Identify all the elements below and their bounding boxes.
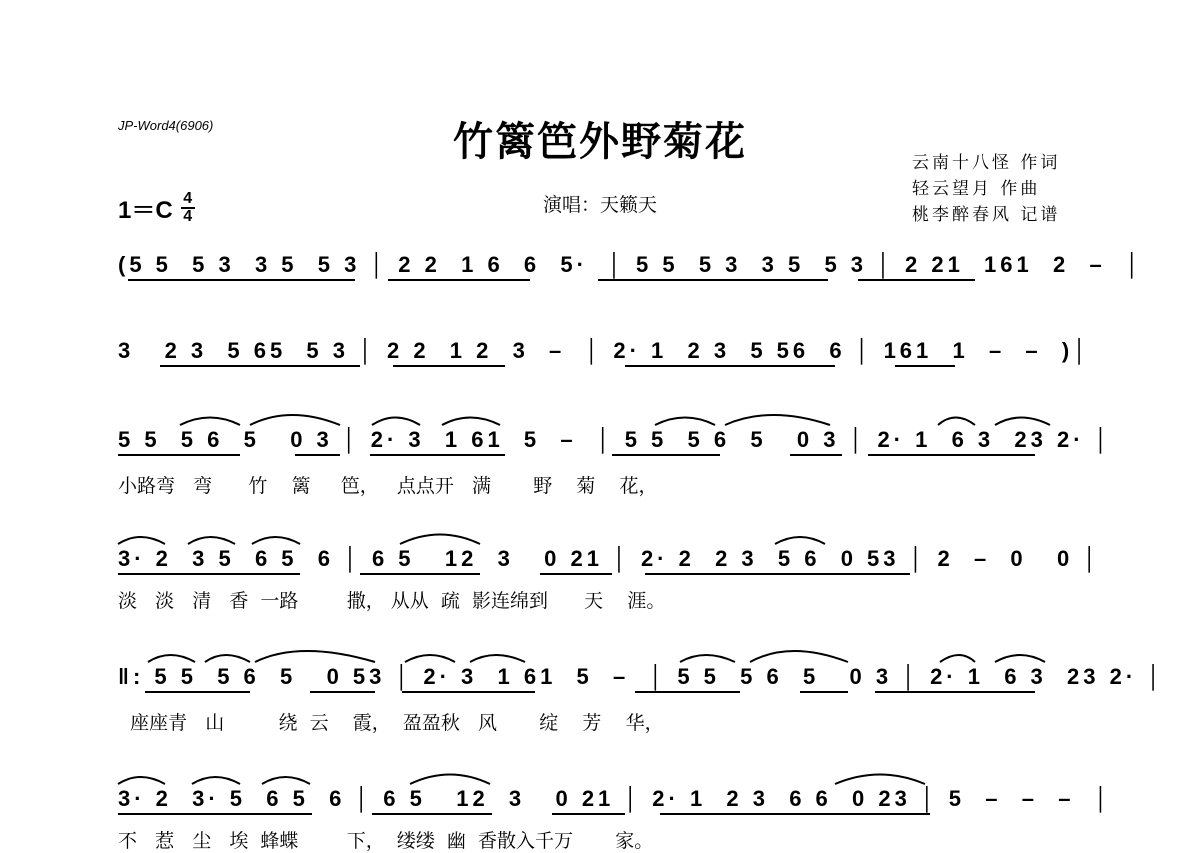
score-line-1: (5 5 5 3 3 5 5 3 │ 2 2 1 6 6 5· │ 5 5 5 3 3 5 5 3 │ 2 21 161 2 – │ [118, 252, 1144, 277]
lyricist: 云南十八怪 作词 [912, 153, 1061, 173]
lyric-line-4: 淡 淡 清 香 一路 撒， 从从 疏 影连绵到 天 涯。 [118, 590, 666, 612]
software-version: JP-Word4(6906) [118, 118, 214, 133]
lyric-line-3: 小路弯 弯 竹 篱 笆， 点点开 满 野 菊 花， [118, 475, 658, 497]
score-line-5: ‖: 5 5 5 6 5 0 53 │ 2· 3 1 61 5 – │ 5 5 5 6 5 0 3 │ 2· 1 6 3 23 2· │ [118, 664, 1166, 689]
time-bottom: 4 [183, 207, 193, 225]
lyric-line-5: 座座青 山 绕 云 霞， 盈盈秋 风 绽 芳 华， [118, 712, 664, 734]
lyric-line-6: 不 惹 尘 埃 蜂蝶 下， 缕缕 幽 香散入千万 家。 [118, 830, 654, 852]
transcriber: 桃李醉春风 记谱 [912, 205, 1061, 225]
score-line-2: 3 2 3 5 65 5 3 │ 2 2 1 2 3 – │ 2· 1 2 3 5 56 6 │ 161 1 – – )│ [118, 338, 1091, 363]
score-line-3: 5 5 5 6 5 0 3 │ 2· 3 1 61 5 – │ 5 5 5 6 5 0 3 │ 2· 1 6 3 23 2· │ [118, 427, 1113, 452]
composer: 轻云望月 作曲 [912, 179, 1041, 199]
score-line-4: 3· 2 3 5 6 5 6 │ 6 5 12 3 0 21 │ 2· 2 2 3 5 6 0 53 │ 2 – 0 0 │ [118, 546, 1102, 571]
score-line-6: 3· 2 3· 5 6 5 6 │ 6 5 12 3 0 21 │ 2· 1 2 3 6 6 0 23 │ 5 – – – │ [118, 786, 1113, 811]
key-label: 1＝C [118, 197, 173, 224]
song-title: 竹篱笆外野菊花 [453, 119, 747, 165]
singer: 演唱：天籁天 [542, 194, 657, 216]
time-top: 4 [183, 189, 193, 207]
